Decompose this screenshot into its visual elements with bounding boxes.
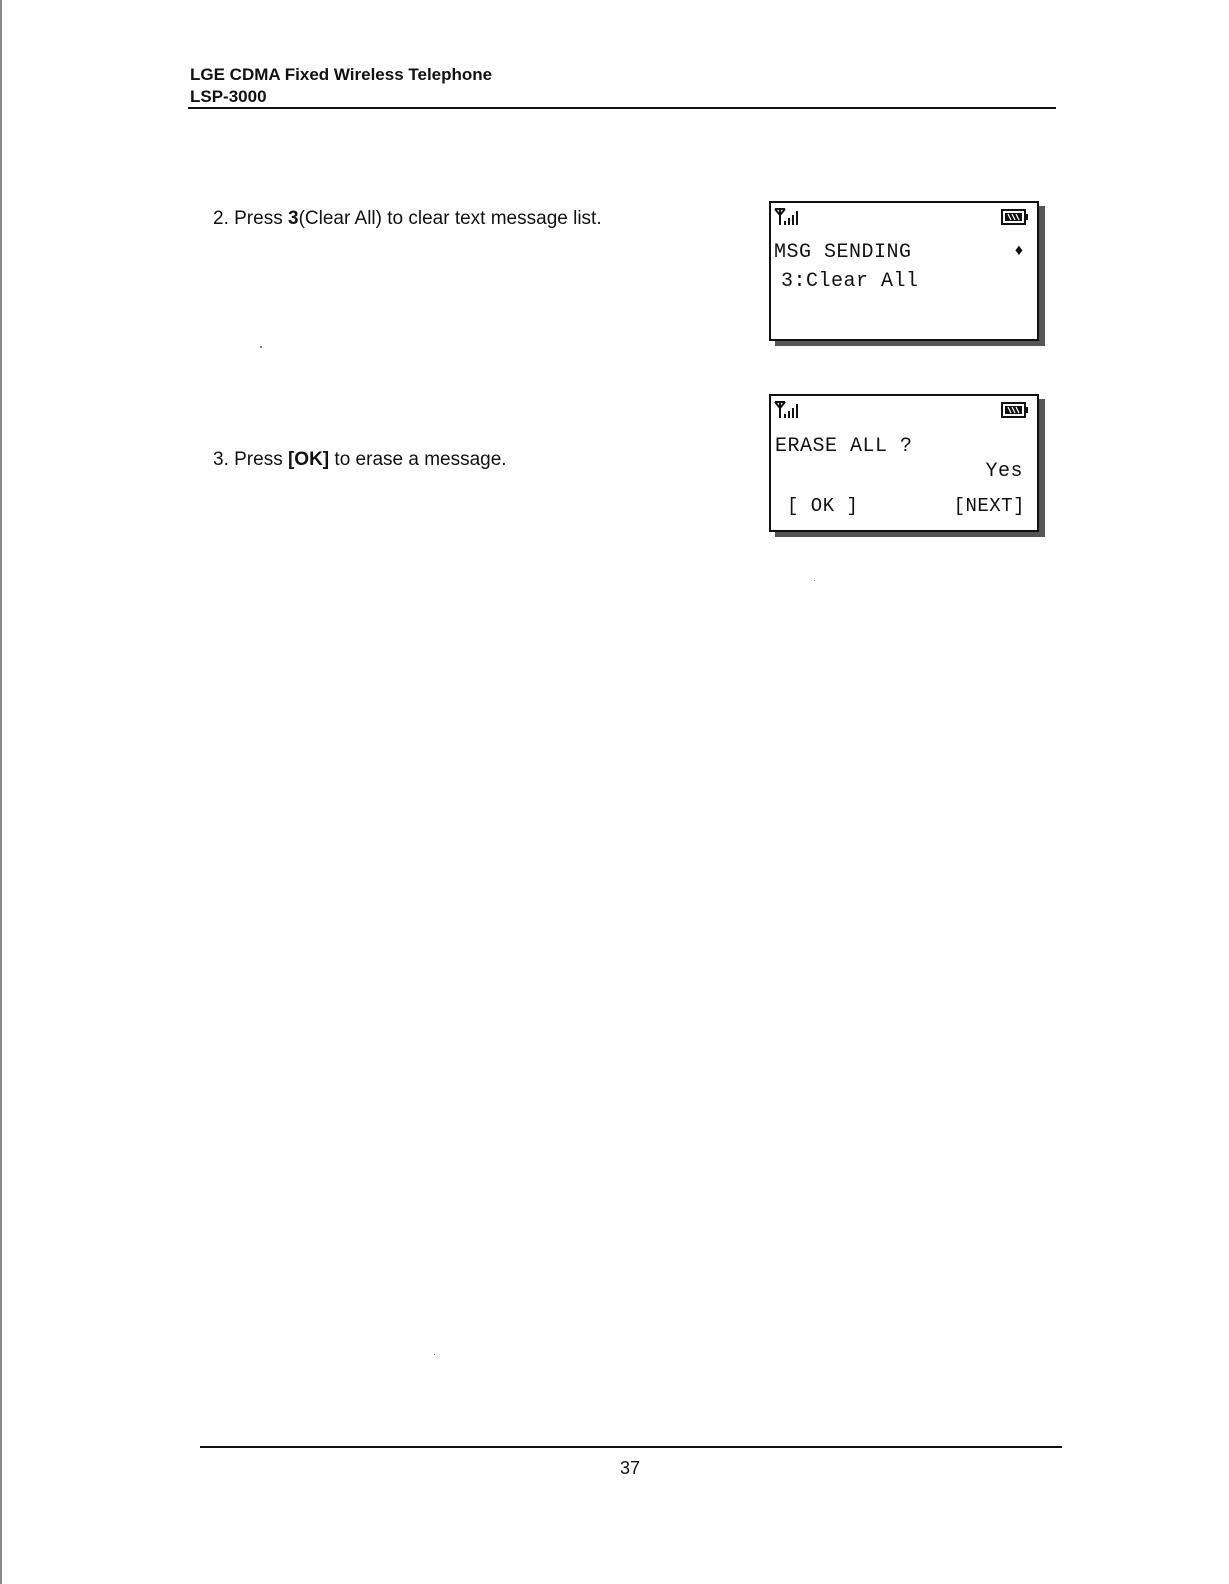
- step-2-instruction: [213, 208, 602, 230]
- step-2-text: (Clear All) to clear text message list.: [298, 208, 602, 229]
- battery-icon: [1001, 209, 1029, 225]
- ok-softkey-label: [ OK ]: [787, 495, 859, 517]
- confirm-value: Yes: [985, 460, 1023, 483]
- screen-title: MSG SENDING: [774, 241, 912, 264]
- scroll-updown-icon: ♦: [1014, 242, 1023, 259]
- lcd-screen-msg-sending: [769, 201, 1039, 341]
- scan-speck: [260, 346, 262, 348]
- document-header: [190, 64, 1056, 108]
- step-3-instruction: [213, 449, 507, 471]
- erase-all-prompt: ERASE ALL ?: [775, 435, 913, 458]
- header-divider: [188, 107, 1056, 109]
- step-3-key: [OK]: [287, 449, 330, 470]
- model-number: LSP-3000: [190, 87, 267, 106]
- footer-divider: [200, 1446, 1062, 1448]
- battery-icon: [1001, 402, 1029, 418]
- step-3-prefix: 3. Press: [213, 449, 288, 470]
- step-2-key: 3: [287, 208, 299, 229]
- menu-option-clear-all: 3:Clear All: [781, 270, 919, 293]
- page-edge: [0, 0, 2, 1584]
- document-title: LGE CDMA Fixed Wireless Telephone: [190, 65, 493, 84]
- signal-antenna-icon: [774, 400, 808, 420]
- next-softkey-label: [NEXT]: [953, 495, 1025, 517]
- scan-speck: [814, 580, 815, 581]
- step-3-text: to erase a message.: [329, 449, 507, 470]
- step-2-prefix: 2. Press: [213, 208, 288, 229]
- page-number: 37: [619, 1458, 641, 1478]
- signal-antenna-icon: [774, 207, 808, 227]
- scan-speck: [434, 1354, 435, 1355]
- lcd-screen-erase-all: [769, 394, 1039, 532]
